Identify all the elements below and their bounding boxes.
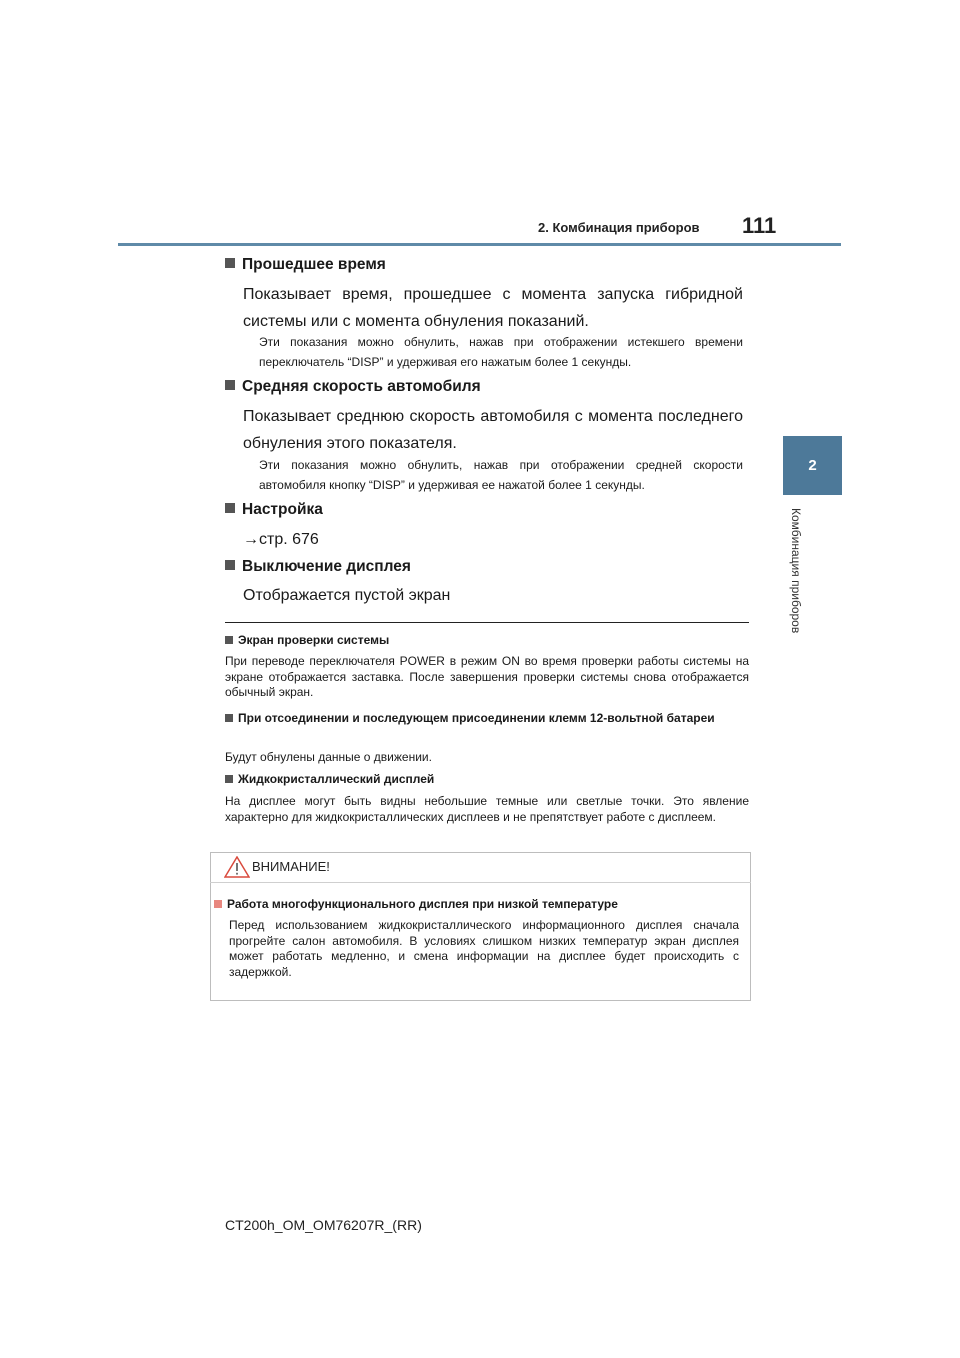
note-heading: Жидкокристаллический дисплей bbox=[225, 771, 434, 787]
page-reference: →стр. 676 bbox=[243, 531, 319, 548]
chapter-number: 2 bbox=[808, 457, 817, 474]
note-heading: При отсоединении и последующем присоединении клемм 12-вольтной батареи bbox=[225, 710, 749, 726]
square-bullet-icon bbox=[225, 380, 235, 390]
section-heading: Настройка bbox=[225, 501, 323, 519]
section-note: Эти показания можно обнулить, нажав при отображении средней скорости автомобиля кнопку “DISP” и удерживая ее нажатой более 1 секунды. bbox=[259, 458, 743, 492]
note-body: При переводе переключателя POWER в режим ON во время проверки работы системы на экране отображается заставка. После завершения проверки системы снова отображается обычный экран. bbox=[225, 654, 749, 699]
section-heading: Выключение дисплея bbox=[225, 558, 411, 576]
warning-body: Перед использованием жидкокристаллического информационного дисплея сначала прогрейте салон автомобиля. В условиях слишком низких температур экран дисплея может работать медленно, и смена информации на дисплее будет происходить с задержкой. bbox=[229, 918, 739, 979]
chapter-tab bbox=[783, 436, 842, 495]
divider bbox=[225, 622, 749, 623]
section-body: Показывает время, прошедшее с момента запуска гибридной системы или с момента обнуления показаний. bbox=[243, 286, 743, 330]
square-bullet-icon bbox=[214, 900, 222, 908]
square-bullet-icon bbox=[225, 258, 235, 268]
page-number: 111 bbox=[742, 213, 777, 238]
document-code: CT200h_OM_OM76207R_(RR) bbox=[225, 1217, 422, 1233]
warning-triangle-icon bbox=[224, 856, 250, 883]
section-note: Эти показания можно обнулить, нажав при отображении истекшего времени переключатель “DISP” и удерживая его нажатым более 1 секунды. bbox=[259, 335, 743, 369]
square-bullet-icon bbox=[225, 636, 233, 644]
section-body: Показывает среднюю скорость автомобиля с момента последнего обнуления этого показателя. bbox=[243, 408, 743, 452]
chapter-label: Комбинация приборов bbox=[789, 508, 803, 634]
square-bullet-icon bbox=[225, 714, 233, 722]
header-rule bbox=[118, 243, 841, 246]
square-bullet-icon bbox=[225, 775, 233, 783]
warning-title: ВНИМАНИЕ! bbox=[252, 859, 330, 874]
note-heading: Экран проверки системы bbox=[225, 632, 389, 648]
section-body: Отображается пустой экран bbox=[243, 587, 451, 604]
section-heading: Прошедшее время bbox=[225, 256, 386, 274]
warning-header-rule bbox=[210, 882, 751, 883]
chapter-tab-label bbox=[787, 508, 807, 648]
section-title: 2. Комбинация приборов bbox=[538, 220, 700, 235]
square-bullet-icon bbox=[225, 560, 235, 570]
note-body: На дисплее могут быть видны небольшие темные или светлые точки. Это явление характерно для жидкокристаллических дисплеев и не препятствует работе с дисплеем. bbox=[225, 794, 749, 824]
section-heading: Средняя скорость автомобиля bbox=[225, 378, 481, 396]
warning-heading: Работа многофункционального дисплея при низкой температуре bbox=[214, 896, 618, 912]
note-body: Будут обнулены данные о движении. bbox=[225, 750, 432, 764]
square-bullet-icon bbox=[225, 503, 235, 513]
